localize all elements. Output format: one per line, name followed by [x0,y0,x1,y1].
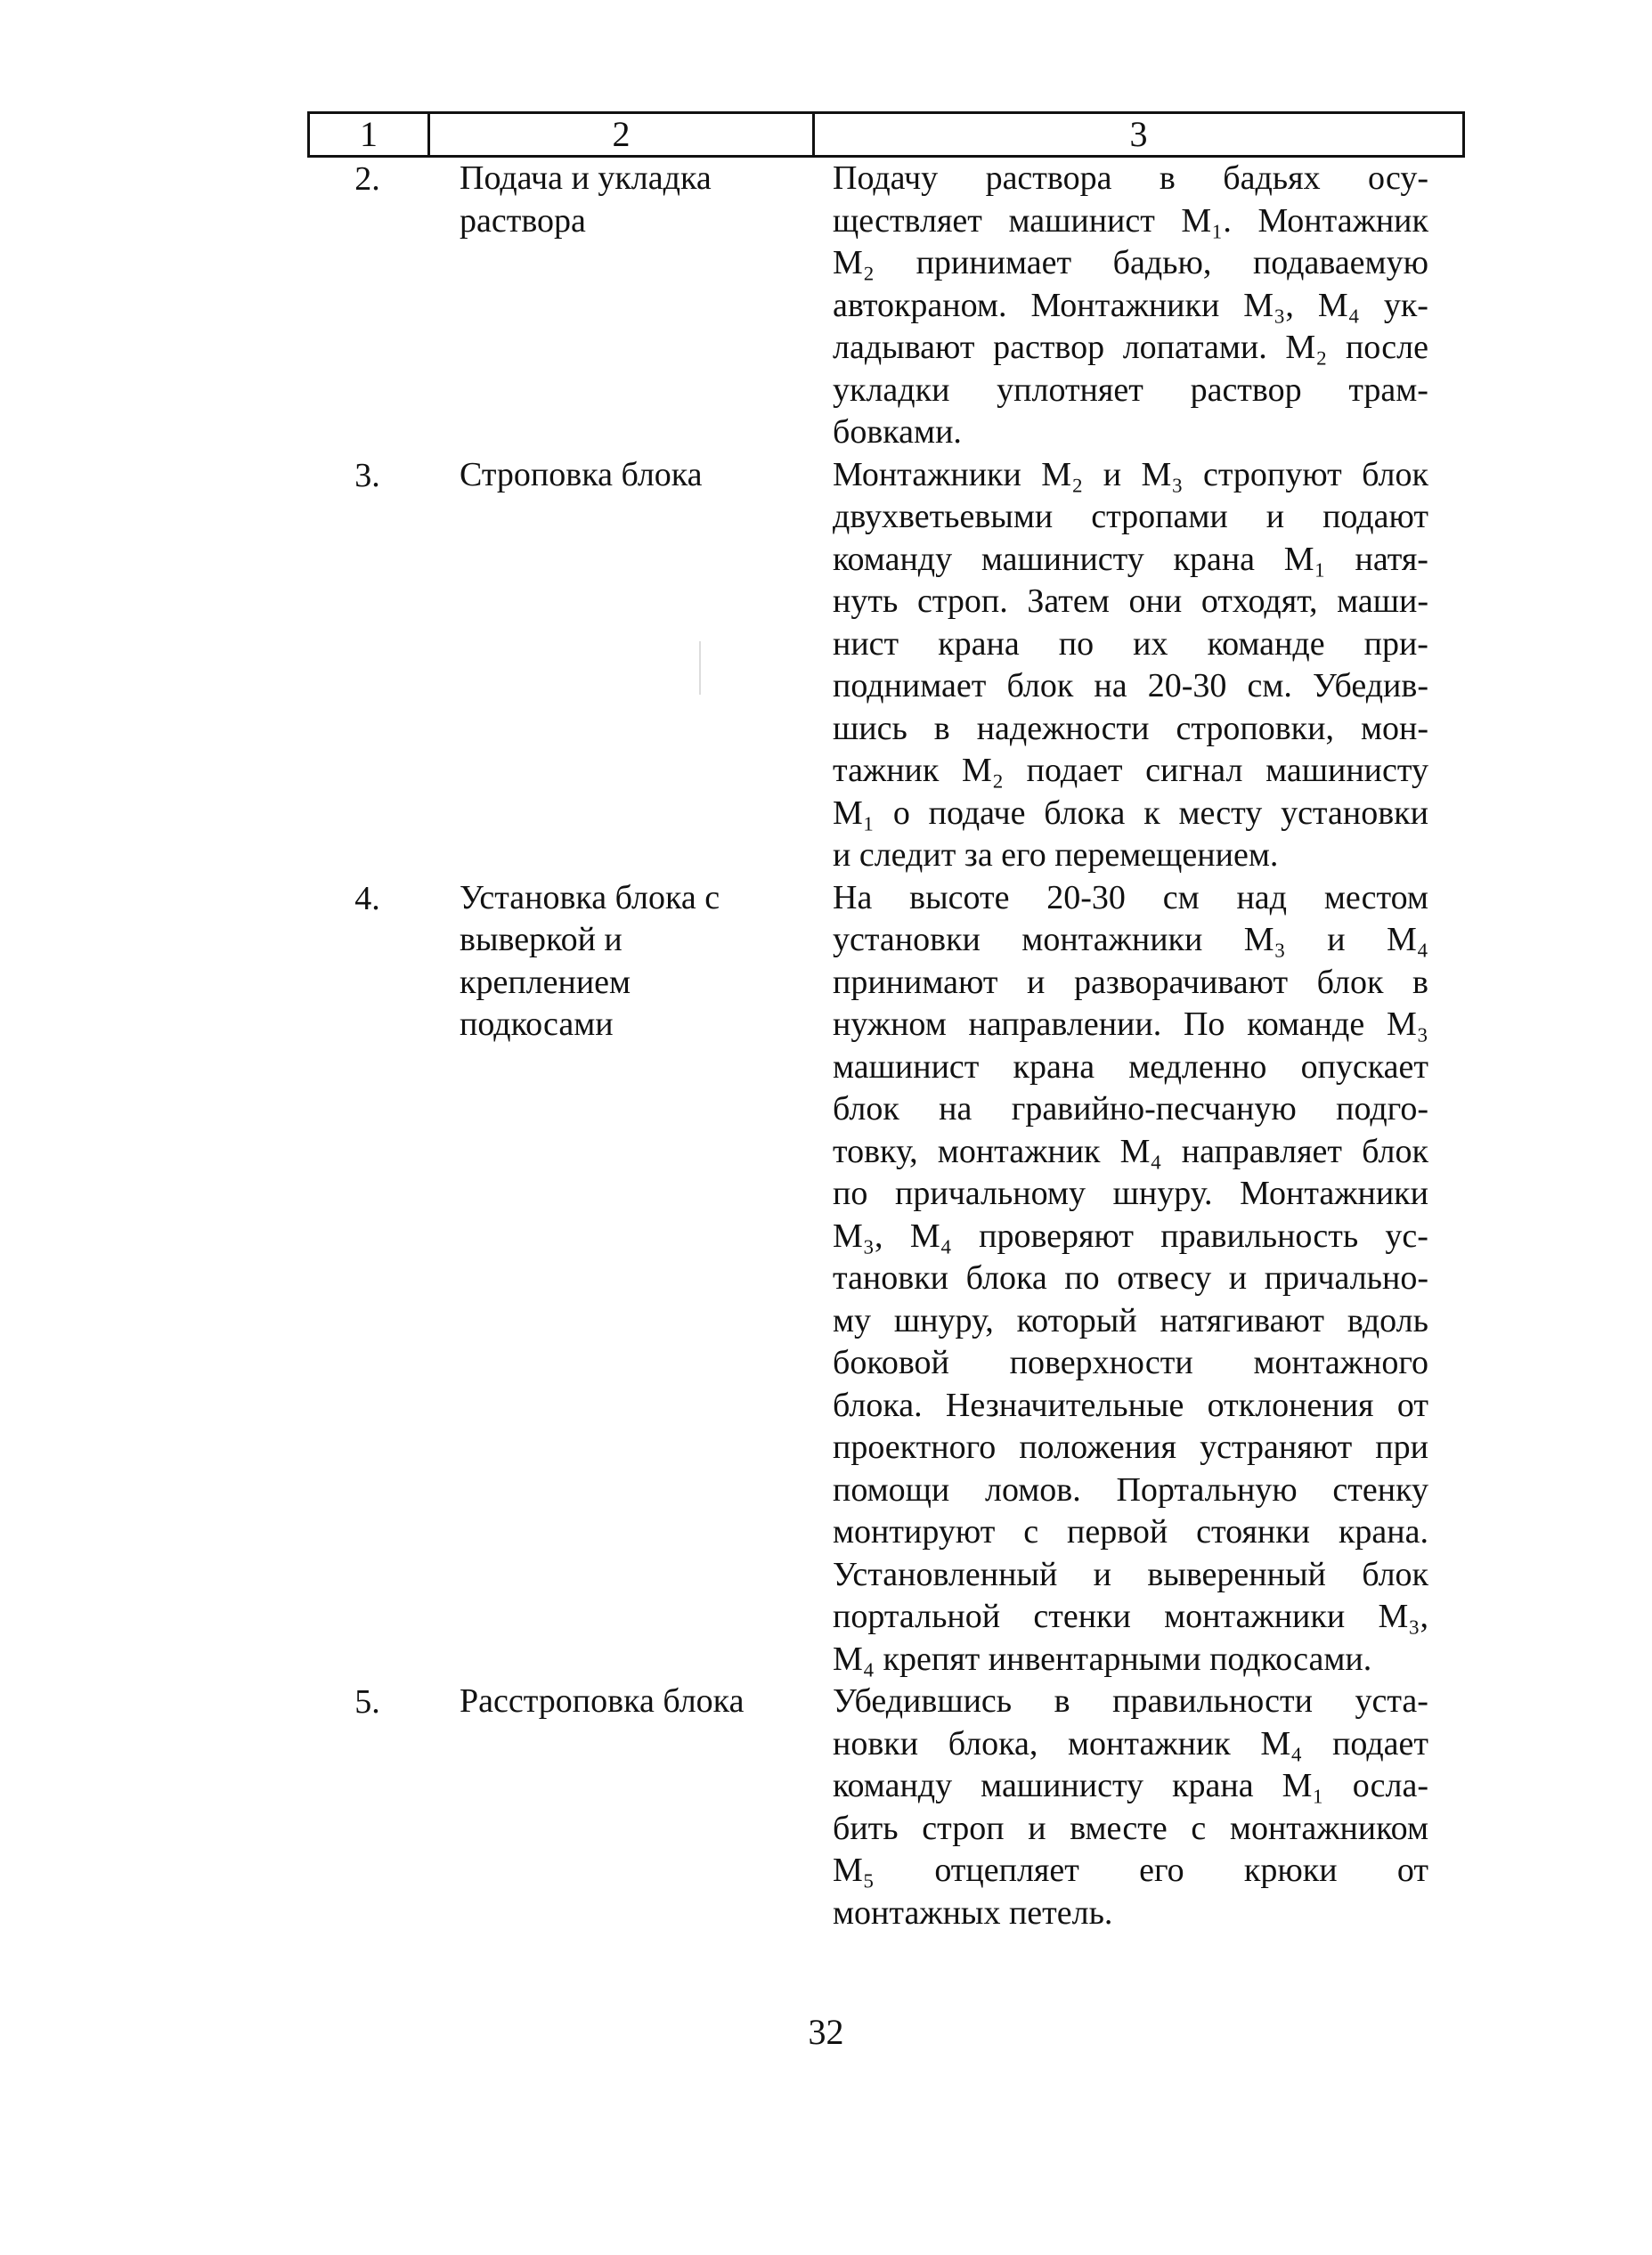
description-line: проектного положения устраняют при [833,1429,1428,1466]
operation-line: подкосами [460,1005,614,1043]
description-line: М₃, М₄ проверяют правильность ус- [833,1217,1428,1255]
description-line: портальной стенки монтажники М₃, [833,1598,1428,1635]
operation-cell [427,454,812,497]
description-line: нужном направлении. По команде М₃ [833,1005,1428,1043]
description-line: На высоте 20-30 см над местом [833,878,1428,916]
description-line: тановки блока по отвесу и причально- [833,1259,1428,1297]
description-line: ществляет машинист М₁. Монтажник [833,201,1428,240]
description-line: М₂ принимает бадью, подаваемую [833,244,1428,281]
row-number: 2. [354,160,380,198]
table-header-row [307,111,1465,158]
description-line: принимают и разворачивают блок в [833,963,1428,1001]
description-line: блока. Незначительные отклонения от [833,1386,1428,1424]
description-line: боковой поверхности монтажного [833,1344,1428,1381]
operation-line: Строповка блока [460,455,703,493]
operation-line: креплением [460,963,631,1001]
description-line: помощи ломов. Портальную стенку [833,1470,1428,1509]
description-line: поднимает блок на 20-30 см. Убедив- [833,667,1428,704]
description-line: Подачу раствора в бадьях осу- [833,159,1428,197]
description-line: монтируют с первой стоянки крана. [833,1513,1428,1551]
description-line: нист крана по их команде при- [833,624,1428,663]
description-line: му шнуру, который натягивают вдоль [833,1301,1428,1339]
description-line: бовками. [833,413,962,451]
description-line: тажник М₂ подает сигнал машинисту [833,752,1428,789]
description-line: бить строп и вместе с монтажником [833,1809,1428,1847]
description-line: по причальному шнуру. Монтажники [833,1175,1428,1212]
table-row [307,454,1465,877]
description-line: монтажных петель. [833,1893,1113,1932]
table-row [307,158,1465,454]
description-cell [812,1681,1428,1934]
description-line: блок на гравийно-песчаную подго- [833,1090,1428,1128]
operation-line: Установка блока с [460,878,720,916]
operation-cell [427,158,812,242]
description-line: товку, монтажник М₄ направляет блок [833,1132,1428,1170]
scan-artifact [699,641,701,695]
description-line: укладки уплотняет раствор трам- [833,370,1428,409]
header-col-1: 1 [310,114,430,155]
description-cell [812,454,1428,877]
table-row [307,877,1465,1681]
header-col-3: 3 [1129,114,1148,154]
operation-line: Расстроповка блока [460,1682,745,1720]
operation-line: Подача и укладка [460,159,712,197]
description-line: машинист крана медленно опускает [833,1047,1428,1086]
operation-cell [427,1681,812,1723]
description-line: автокраном. Монтажники М₃, М₄ ук- [833,286,1428,324]
table-row [307,1681,1465,1934]
row-number: 5. [354,1683,380,1721]
description-line: М₁ о подаче блока к месту установки [833,794,1428,832]
page-number: 32 [808,2012,844,2052]
header-col-2: 2 [430,114,815,155]
description-line: ладывают раствор лопатами. М₂ после [833,329,1428,366]
operation-cell [427,877,812,1046]
description-cell [812,158,1428,454]
description-line: установки монтажники М₃ и М₄ [833,921,1428,958]
description-line: шись в надежности строповки, мон- [833,709,1428,747]
description-line: команду машинисту крана М₁ осла- [833,1767,1428,1804]
description-line: М₄ крепят инвентарными подкосами. [833,1640,1372,1678]
table-body [307,158,1465,1934]
description-line: команду машинисту крана М₁ натя- [833,540,1428,578]
row-number: 4. [354,879,380,917]
description-line: двухветьевыми стропами и подают [833,498,1428,535]
description-line: Установленный и выверенный блок [833,1555,1428,1593]
operation-line: раствора [460,201,586,240]
description-line: М₅ отцепляет его крюки от [833,1852,1428,1889]
description-line: и следит за его перемещением. [833,836,1279,874]
description-line: новки блока, монтажник М₄ подает [833,1724,1428,1762]
description-line: Монтажники М₂ и М₃ стропуют блок [833,455,1428,493]
description-line: Убедившись в правильности уста- [833,1682,1428,1720]
operation-line: выверкой и [460,921,623,958]
row-number: 3. [354,456,380,494]
description-line: нуть строп. Затем они отходят, маши- [833,582,1428,620]
description-cell [812,877,1428,1681]
